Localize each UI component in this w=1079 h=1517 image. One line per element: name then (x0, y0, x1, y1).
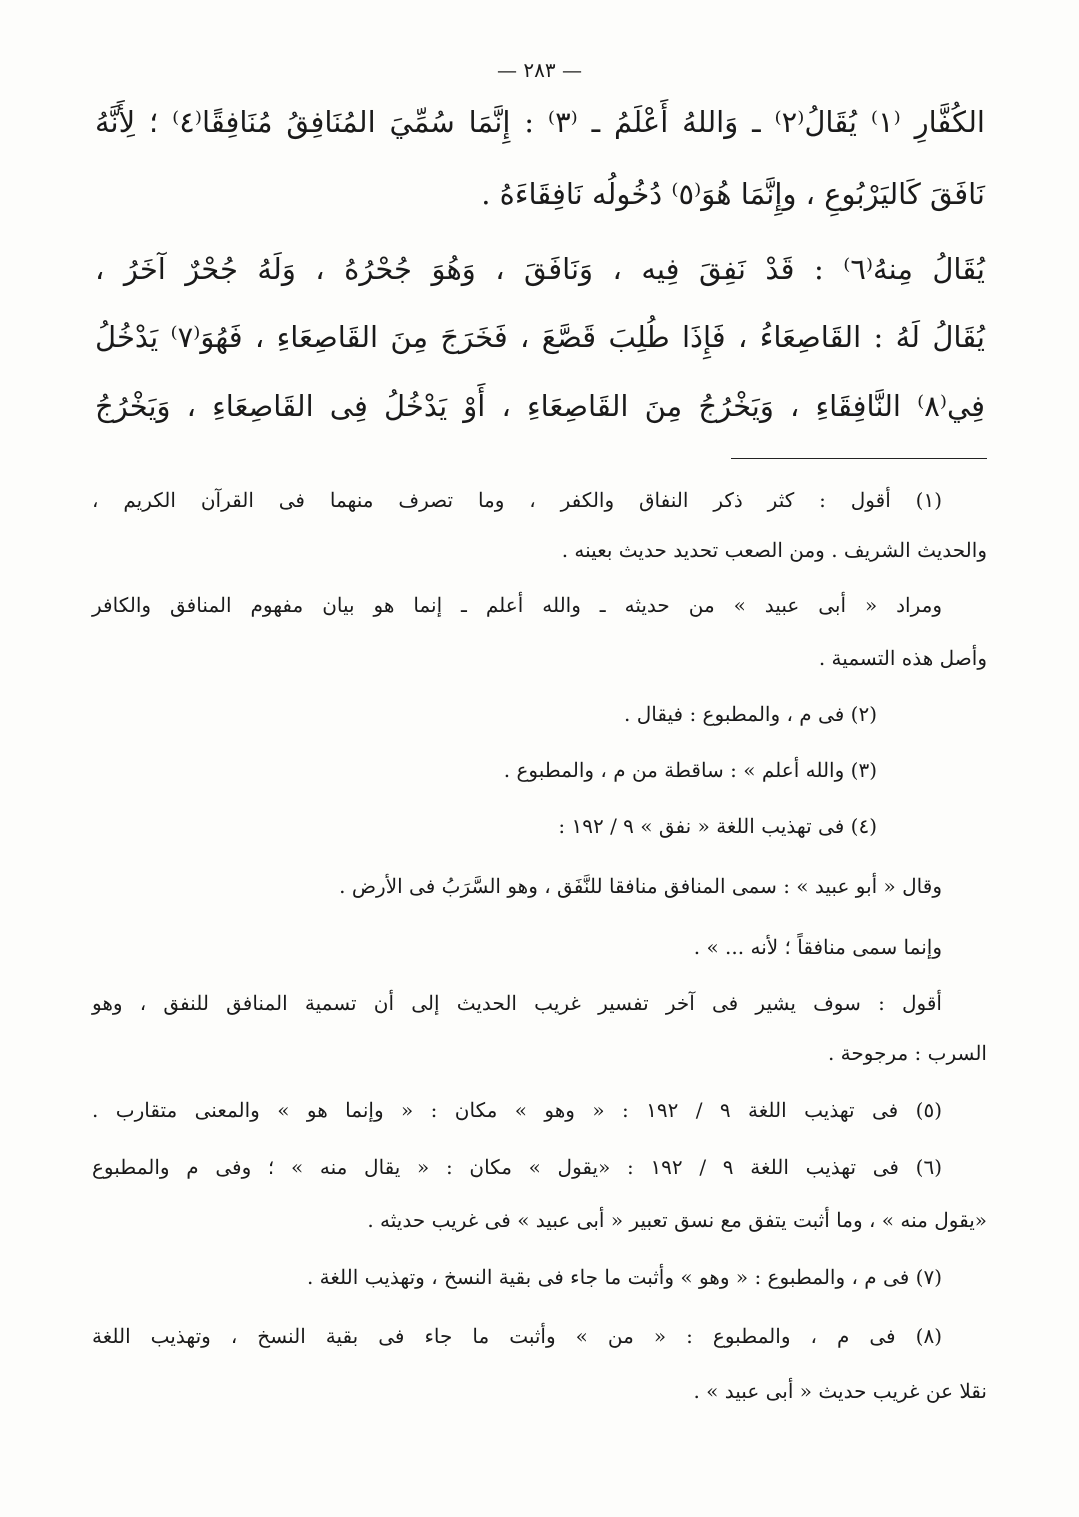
footnote-line: (٤) فى تهذيب اللغة « نفق » ٩ / ١٩٢ : (558, 814, 877, 838)
footnote-line: (١) أقول : كثر ذكر النفاق والكفر ، وما تصرف منهما فى القرآن الكريم ، (92, 488, 942, 512)
footnote-line: ومراد « أبى عبيد » من حديثه ـ والله أعلم ـ إنما هو بيان مفهوم المنافق والكافر (92, 593, 942, 617)
footnote-line: وأصل هذه التسمية . (818, 646, 987, 670)
main-line-5: فِي⁽٨⁾ النَّافِقَاءِ ، وَيَخْرُجُ مِنَ القَاصِعَاءِ ، أَوْ يَدْخُلُ فِى القَاصِعَاءِ ، وَيَخْرُجُ (95, 389, 985, 423)
footnote-line: (٦) فى تهذيب اللغة ٩ / ١٩٢ : «يقول » مكان : « يقال منه » ؛ وفى م والمطبوع (92, 1155, 943, 1179)
footnote-line: (٨) فى م ، والمطبوع : « من » وأثبت ما جاء فى بقية النسخ ، وتهذيب اللغة (92, 1324, 942, 1348)
main-line-1: الكُفَّارِ ⁽١⁾ يُقَالُ⁽٢⁾ ـ وَاللهُ أَعْلَمُ ـ ⁽٣⁾ : إِنَّمَا سُمِّيَ المُنَافِقُ مُنَافِقًا⁽٤⁾ ؛ لِأَنَّهُ (95, 105, 985, 139)
footnote-line: السرب : مرجوحة . (827, 1041, 987, 1065)
footnote-line: نقلا عن غريب حديث « أبى عبيد » . (693, 1379, 987, 1403)
footnote-line: (٧) فى م ، والمطبوع : « وهو » وأثبت ما جاء فى بقية النسخ ، وتهذيب اللغة . (306, 1265, 942, 1289)
footnote-line: (٥) فى تهذيب اللغة ٩ / ١٩٢ : « وهو » مكان : « وإنما هو » والمعنى متقارب . (92, 1098, 943, 1122)
footnote-line: «يقول منه » ، وما أثبت يتفق مع نسق تعبير « أبى عبيد » فى غريب حديثه . (367, 1208, 987, 1232)
footnote-line: (٣) والله أعلم » : ساقطة من م ، والمطبوع . (503, 758, 877, 782)
footnote-line: أقول : سوف يشير فى آخر تفسير غريب الحديث إلى أن تسمية المنافق للنفق ، وهو (92, 991, 942, 1015)
footnote-line: (٢) فى م ، والمطبوع : فيقال . (624, 702, 877, 726)
page-number: — ٢٨٣ — (497, 58, 582, 82)
main-line-4: يُقَالُ لَهُ : القَاصِعَاءُ ، فَإِذَا طُلِبَ قَصَّعَ ، فَخَرَجَ مِنَ القَاصِعَاءِ ، فَهُوَ⁽٧⁾ يَدْخُلُ (95, 320, 985, 354)
main-line-3: يُقَالُ مِنهُ⁽٦⁾ : قَدْ نَفِقَ فِيه ، وَنَافَقَ ، وَهُوَ جُحْرُهُ ، وَلَهُ جُحْرٌ آخَرُ ، (95, 252, 985, 286)
footnote-line: وإنما سمى منافقاً ؛ لأنه ... » . (693, 935, 942, 959)
main-line-2: نَافَقَ كَاليَرْبُوعِ ، وإِنَّمَا هُوَ⁽٥⁾ دُخُولُه نَافِقَاءَهُ . (481, 177, 985, 211)
footnote-line: والحديث الشريف . ومن الصعب تحديد حديث بعينه . (561, 538, 987, 562)
footnote-separator (731, 458, 987, 459)
footnote-line: وقال « أبو عبيد » : سمى المنافق منافقا للنَّفَق ، وهو السَّرَبُ فى الأرض . (339, 874, 942, 898)
